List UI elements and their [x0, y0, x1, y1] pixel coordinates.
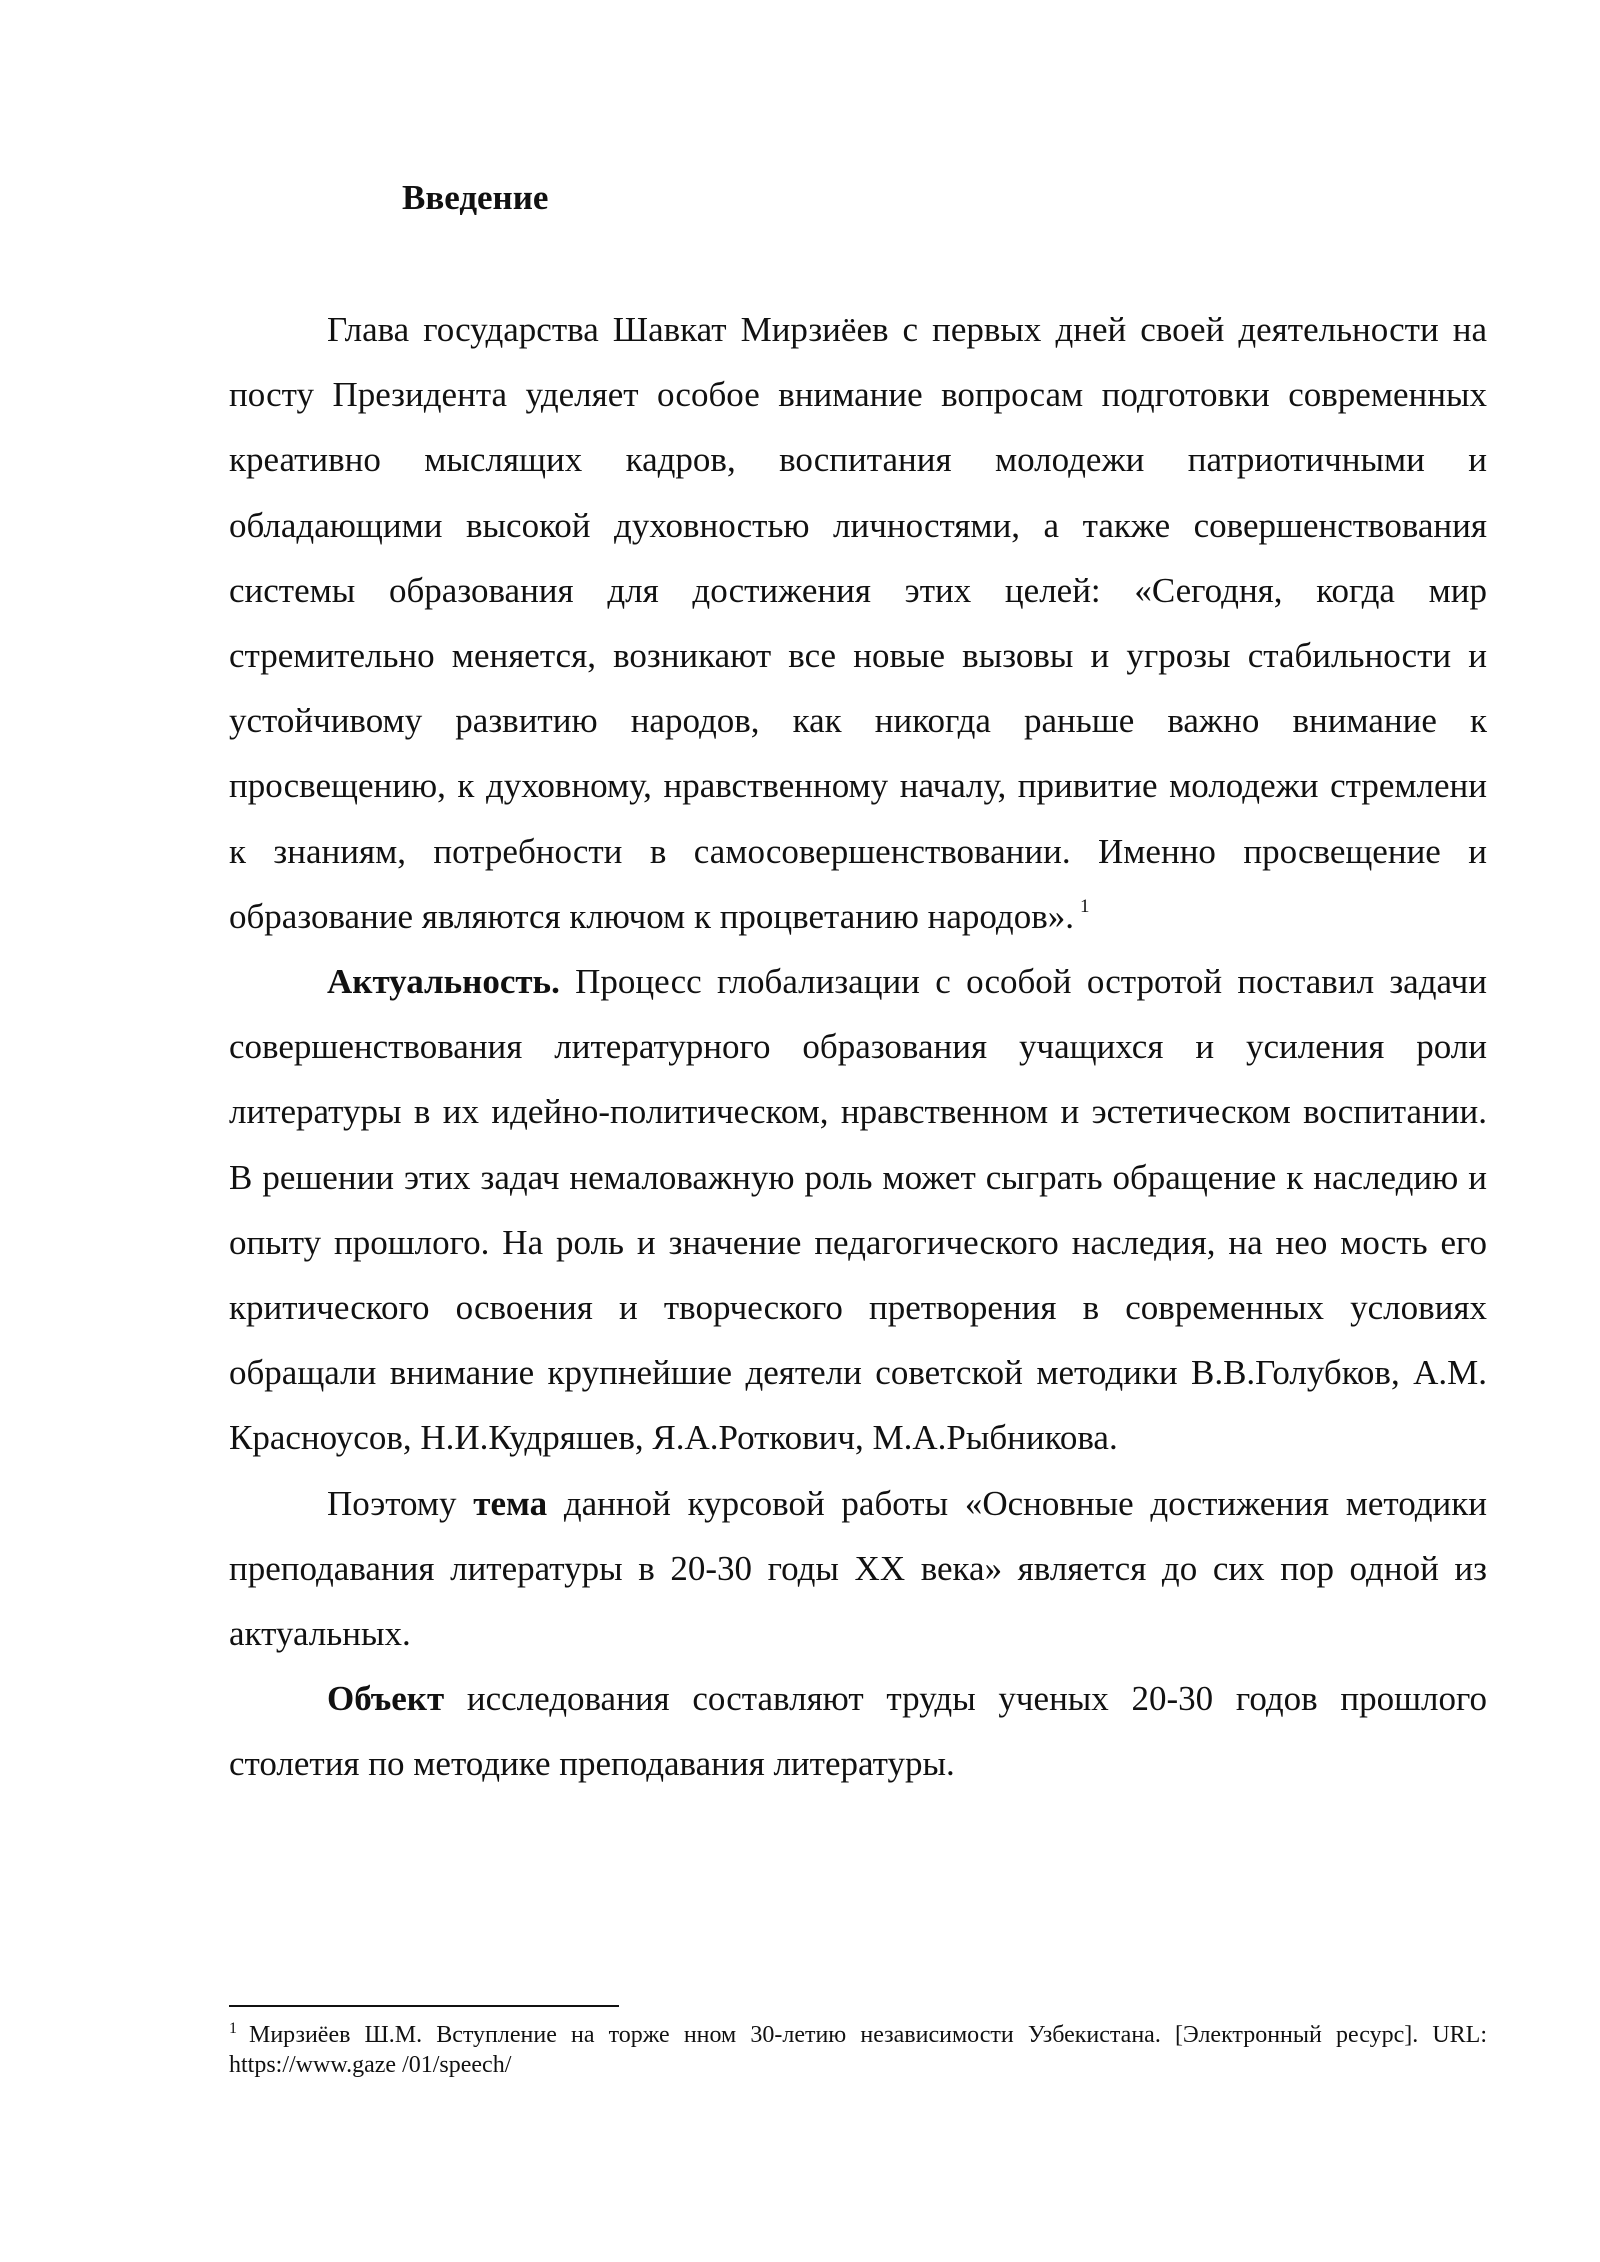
topic-paragraph [229, 1471, 1487, 1667]
relevance-paragraph [229, 949, 1487, 1471]
topic-text-before: Поэтому [327, 1483, 474, 1523]
intro-text: Глава государства Шавкат Мирзиёев с первых дней своей деятельности на посту Президента уделяет особое внимание вопросам подготовки современных креативно мыслящих кадров, воспитания молодежи патриотичными и обладающими высокой духовностью личностями, а также совершенствования системы образования для достижения этих целей: «Сегодня, когда мир стремительно меняется, возникают все новые вызовы и угрозы стабильности и устойчивому развитию народов, как никогда раньше важно внимание к просвещению, к духовному, нравственному началу, привитие молодежи стремлени к знаниям, потребности в самосовершенствовании. Именно просвещение и образование являются ключом к процветанию народов». [229, 310, 1487, 936]
footnote-number: 1 [229, 2020, 237, 2037]
footnote-reference[interactable]: 1 [1079, 895, 1090, 917]
section-heading: Введение [402, 178, 549, 217]
relevance-label: Актуальность. [327, 962, 560, 1002]
object-paragraph [229, 1666, 1487, 1796]
relevance-text: Процесс глобализации с особой остротой поставил задачи совершенствования литературного образования учащихся и усиления роли литературы в их идейно-политическом, нравственном и эстетическом воспитании. В решении этих задач немаловажную роль может сыграть обращение к наследию и опыту прошлого. На роль и значение педагогического наследия, на нео мость его критического освоения и творческого претворения в современных условиях обращали внимание крупнейшие деятели советской методики В.В.Голубков, А.М. Красноусов, Н.И.Кудряшев, Я.А.Роткович, М.А.Рыбникова. [229, 962, 1487, 1458]
body-text [229, 297, 1487, 1797]
footnote-separator [229, 2005, 619, 2007]
topic-text-after: данной курсовой работы «Основные достижения методики преподавания литературы в 20-30 годы XX века» является до сих пор одной из актуальных. [229, 1483, 1487, 1654]
object-text: исследования составляют труды ученых 20-30 годов прошлого столетия по методике преподавания литературы. [229, 1679, 1487, 1784]
footnote [229, 2020, 1487, 2080]
footnote-text-part3: /01/speech/ [402, 2052, 512, 2078]
topic-label: тема [473, 1483, 548, 1523]
footnote-text-part1: Мирзиёев Ш.М. Вступление на торже [249, 2022, 670, 2048]
object-label: Объект [327, 1679, 445, 1719]
footnote-text-part2: нном 30-летию независимости Узбекистана. [Электронный ресурс]. URL: https://www.gaze [229, 2022, 1487, 2078]
intro-paragraph [229, 297, 1487, 949]
